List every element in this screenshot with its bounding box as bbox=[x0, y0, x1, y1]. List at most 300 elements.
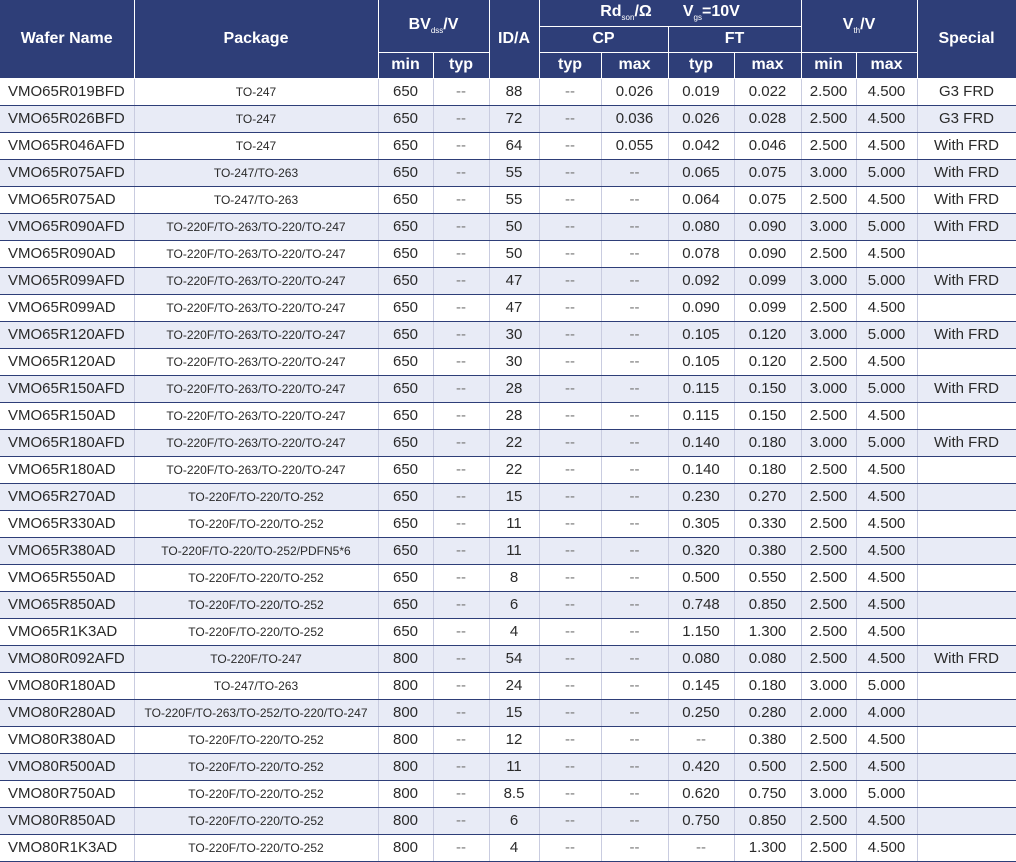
cell-package: TO-220F/TO-220/TO-252 bbox=[134, 807, 378, 834]
cell-cp-typ: -- bbox=[539, 834, 601, 861]
cell-wafer-name: VMO65R1K3AD bbox=[0, 618, 134, 645]
cell-special bbox=[917, 807, 1016, 834]
table-row bbox=[0, 78, 1016, 105]
cell-bvdss-typ: -- bbox=[433, 807, 489, 834]
cell-ft-max: 0.500 bbox=[734, 753, 801, 780]
cell-wafer-name: VMO65R270AD bbox=[0, 483, 134, 510]
cell-vth-max: 4.500 bbox=[856, 753, 917, 780]
cell-ft-typ: 0.019 bbox=[668, 78, 734, 105]
header-cp: CP bbox=[539, 26, 668, 52]
cell-id: 50 bbox=[489, 240, 539, 267]
cell-package: TO-220F/TO-220/TO-252 bbox=[134, 780, 378, 807]
table-body bbox=[0, 78, 1016, 861]
header-vth-min: min bbox=[801, 52, 856, 78]
cell-cp-typ: -- bbox=[539, 267, 601, 294]
header-rdson: $Rd_{son}/\Omega$ $V_{gs}=10V$ bbox=[539, 0, 801, 26]
cell-bvdss-min: 650 bbox=[378, 294, 433, 321]
cell-vth-max: 4.500 bbox=[856, 564, 917, 591]
header-package: Package bbox=[134, 0, 378, 78]
cell-ft-typ: 0.092 bbox=[668, 267, 734, 294]
cell-special: With FRD bbox=[917, 267, 1016, 294]
cell-bvdss-typ: -- bbox=[433, 564, 489, 591]
cell-bvdss-typ: -- bbox=[433, 537, 489, 564]
cell-vth-min: 2.500 bbox=[801, 726, 856, 753]
cell-vth-min: 3.000 bbox=[801, 213, 856, 240]
header-vth: $V_{th}/V$ bbox=[801, 0, 917, 52]
cell-id: 8.5 bbox=[489, 780, 539, 807]
cell-wafer-name: VMO80R092AFD bbox=[0, 645, 134, 672]
cell-cp-max: -- bbox=[601, 672, 668, 699]
cell-vth-max: 4.500 bbox=[856, 483, 917, 510]
cell-id: 6 bbox=[489, 807, 539, 834]
cell-ft-typ: 0.420 bbox=[668, 753, 734, 780]
cell-special bbox=[917, 483, 1016, 510]
cell-vth-min: 2.500 bbox=[801, 834, 856, 861]
cell-special bbox=[917, 348, 1016, 375]
cell-cp-typ: -- bbox=[539, 294, 601, 321]
table-row bbox=[0, 456, 1016, 483]
table-row bbox=[0, 402, 1016, 429]
cell-ft-typ: 0.105 bbox=[668, 321, 734, 348]
cell-bvdss-typ: -- bbox=[433, 294, 489, 321]
cell-bvdss-min: 650 bbox=[378, 105, 433, 132]
cell-id: 8 bbox=[489, 564, 539, 591]
cell-ft-max: 0.270 bbox=[734, 483, 801, 510]
cell-ft-max: 0.090 bbox=[734, 213, 801, 240]
table-row bbox=[0, 186, 1016, 213]
cell-id: 47 bbox=[489, 267, 539, 294]
cell-bvdss-min: 650 bbox=[378, 240, 433, 267]
cell-wafer-name: VMO65R090AFD bbox=[0, 213, 134, 240]
cell-wafer-name: VMO80R500AD bbox=[0, 753, 134, 780]
cell-id: 11 bbox=[489, 510, 539, 537]
cell-ft-typ: 0.140 bbox=[668, 456, 734, 483]
cell-vth-max: 4.500 bbox=[856, 402, 917, 429]
cell-cp-max: -- bbox=[601, 807, 668, 834]
cell-package: TO-220F/TO-263/TO-220/TO-247 bbox=[134, 294, 378, 321]
cell-vth-max: 5.000 bbox=[856, 267, 917, 294]
cell-ft-typ: 0.115 bbox=[668, 375, 734, 402]
cell-cp-max: -- bbox=[601, 294, 668, 321]
cell-cp-max: -- bbox=[601, 726, 668, 753]
cell-ft-max: 0.120 bbox=[734, 321, 801, 348]
table-row bbox=[0, 807, 1016, 834]
cell-wafer-name: VMO65R120AD bbox=[0, 348, 134, 375]
cell-ft-typ: 0.105 bbox=[668, 348, 734, 375]
table-row bbox=[0, 753, 1016, 780]
cell-cp-typ: -- bbox=[539, 348, 601, 375]
cell-bvdss-min: 650 bbox=[378, 78, 433, 105]
cell-cp-max: -- bbox=[601, 213, 668, 240]
cell-vth-min: 3.000 bbox=[801, 672, 856, 699]
table-row bbox=[0, 618, 1016, 645]
cell-vth-max: 4.500 bbox=[856, 186, 917, 213]
cell-cp-max: -- bbox=[601, 375, 668, 402]
cell-cp-max: -- bbox=[601, 645, 668, 672]
cell-id: 28 bbox=[489, 375, 539, 402]
cell-ft-max: 1.300 bbox=[734, 618, 801, 645]
cell-ft-typ: 0.748 bbox=[668, 591, 734, 618]
cell-id: 6 bbox=[489, 591, 539, 618]
cell-ft-max: 0.080 bbox=[734, 645, 801, 672]
cell-bvdss-typ: -- bbox=[433, 726, 489, 753]
cell-cp-typ: -- bbox=[539, 132, 601, 159]
cell-id: 4 bbox=[489, 834, 539, 861]
cell-id: 88 bbox=[489, 78, 539, 105]
cell-special: With FRD bbox=[917, 186, 1016, 213]
cell-package: TO-247/TO-263 bbox=[134, 159, 378, 186]
cell-ft-typ: 0.250 bbox=[668, 699, 734, 726]
cell-ft-typ: 0.026 bbox=[668, 105, 734, 132]
cell-bvdss-typ: -- bbox=[433, 699, 489, 726]
header-ft-typ: typ bbox=[668, 52, 734, 78]
table-header bbox=[0, 0, 1016, 78]
table-row bbox=[0, 645, 1016, 672]
cell-special: With FRD bbox=[917, 429, 1016, 456]
cell-ft-max: 0.075 bbox=[734, 186, 801, 213]
cell-cp-typ: -- bbox=[539, 240, 601, 267]
cell-cp-typ: -- bbox=[539, 699, 601, 726]
cell-bvdss-min: 800 bbox=[378, 645, 433, 672]
cell-bvdss-typ: -- bbox=[433, 672, 489, 699]
cell-vth-min: 2.500 bbox=[801, 78, 856, 105]
cell-wafer-name: VMO80R850AD bbox=[0, 807, 134, 834]
cell-wafer-name: VMO65R075AD bbox=[0, 186, 134, 213]
cell-vth-min: 2.500 bbox=[801, 456, 856, 483]
table-row bbox=[0, 537, 1016, 564]
cell-cp-max: -- bbox=[601, 618, 668, 645]
cell-cp-typ: -- bbox=[539, 429, 601, 456]
cell-vth-min: 2.500 bbox=[801, 105, 856, 132]
cell-package: TO-220F/TO-263/TO-220/TO-247 bbox=[134, 267, 378, 294]
cell-vth-max: 5.000 bbox=[856, 375, 917, 402]
table-row bbox=[0, 159, 1016, 186]
cell-cp-typ: -- bbox=[539, 618, 601, 645]
cell-special bbox=[917, 753, 1016, 780]
cell-ft-typ: 0.115 bbox=[668, 402, 734, 429]
cell-cp-typ: -- bbox=[539, 645, 601, 672]
cell-vth-max: 5.000 bbox=[856, 780, 917, 807]
cell-special: With FRD bbox=[917, 132, 1016, 159]
cell-wafer-name: VMO65R099AFD bbox=[0, 267, 134, 294]
cell-vth-min: 3.000 bbox=[801, 375, 856, 402]
cell-package: TO-220F/TO-247 bbox=[134, 645, 378, 672]
cell-cp-max: -- bbox=[601, 348, 668, 375]
cell-vth-max: 5.000 bbox=[856, 213, 917, 240]
cell-bvdss-typ: -- bbox=[433, 186, 489, 213]
cell-bvdss-min: 650 bbox=[378, 375, 433, 402]
cell-id: 24 bbox=[489, 672, 539, 699]
cell-cp-typ: -- bbox=[539, 375, 601, 402]
cell-bvdss-typ: -- bbox=[433, 348, 489, 375]
cell-cp-max: -- bbox=[601, 753, 668, 780]
cell-vth-max: 4.500 bbox=[856, 348, 917, 375]
cell-vth-min: 3.000 bbox=[801, 429, 856, 456]
table-row bbox=[0, 834, 1016, 861]
table-row bbox=[0, 105, 1016, 132]
cell-wafer-name: VMO65R019BFD bbox=[0, 78, 134, 105]
header-wafer-name: Wafer Name bbox=[0, 0, 134, 78]
header-bvdss: $BV_{dss}/V$ bbox=[378, 0, 489, 52]
cell-ft-max: 0.750 bbox=[734, 780, 801, 807]
cell-ft-typ: 0.145 bbox=[668, 672, 734, 699]
header-cp-typ: typ bbox=[539, 52, 601, 78]
cell-ft-max: 0.330 bbox=[734, 510, 801, 537]
cell-cp-typ: -- bbox=[539, 753, 601, 780]
cell-package: TO-220F/TO-220/TO-252/PDFN5*6 bbox=[134, 537, 378, 564]
cell-special bbox=[917, 672, 1016, 699]
cell-vth-max: 4.500 bbox=[856, 726, 917, 753]
cell-wafer-name: VMO65R330AD bbox=[0, 510, 134, 537]
table-row bbox=[0, 213, 1016, 240]
cell-special bbox=[917, 780, 1016, 807]
cell-package: TO-220F/TO-220/TO-252 bbox=[134, 834, 378, 861]
cell-special bbox=[917, 699, 1016, 726]
table-row bbox=[0, 672, 1016, 699]
header-vth-max: max bbox=[856, 52, 917, 78]
cell-special bbox=[917, 294, 1016, 321]
cell-ft-typ: 0.750 bbox=[668, 807, 734, 834]
cell-bvdss-typ: -- bbox=[433, 780, 489, 807]
header-bvdss-typ: typ bbox=[433, 52, 489, 78]
cell-bvdss-typ: -- bbox=[433, 834, 489, 861]
cell-cp-max: -- bbox=[601, 321, 668, 348]
cell-vth-max: 5.000 bbox=[856, 321, 917, 348]
cell-bvdss-min: 800 bbox=[378, 807, 433, 834]
cell-vth-min: 2.500 bbox=[801, 294, 856, 321]
cell-wafer-name: VMO65R090AD bbox=[0, 240, 134, 267]
cell-ft-typ: 0.078 bbox=[668, 240, 734, 267]
cell-wafer-name: VMO65R075AFD bbox=[0, 159, 134, 186]
cell-id: 15 bbox=[489, 483, 539, 510]
cell-package: TO-220F/TO-220/TO-252 bbox=[134, 618, 378, 645]
cell-cp-typ: -- bbox=[539, 564, 601, 591]
cell-bvdss-typ: -- bbox=[433, 456, 489, 483]
table-row bbox=[0, 348, 1016, 375]
cell-bvdss-min: 800 bbox=[378, 699, 433, 726]
cell-wafer-name: VMO80R380AD bbox=[0, 726, 134, 753]
cell-package: TO-247/TO-263 bbox=[134, 186, 378, 213]
cell-id: 11 bbox=[489, 537, 539, 564]
cell-cp-typ: -- bbox=[539, 591, 601, 618]
cell-vth-max: 4.500 bbox=[856, 456, 917, 483]
cell-bvdss-min: 650 bbox=[378, 267, 433, 294]
cell-special bbox=[917, 240, 1016, 267]
cell-ft-typ: 1.150 bbox=[668, 618, 734, 645]
cell-bvdss-typ: -- bbox=[433, 591, 489, 618]
cell-cp-typ: -- bbox=[539, 78, 601, 105]
cell-vth-max: 5.000 bbox=[856, 672, 917, 699]
cell-wafer-name: VMO65R850AD bbox=[0, 591, 134, 618]
cell-vth-max: 4.500 bbox=[856, 645, 917, 672]
cell-vth-min: 2.500 bbox=[801, 645, 856, 672]
cell-cp-max: 0.036 bbox=[601, 105, 668, 132]
cell-bvdss-min: 800 bbox=[378, 726, 433, 753]
cell-special: With FRD bbox=[917, 375, 1016, 402]
cell-wafer-name: VMO80R180AD bbox=[0, 672, 134, 699]
cell-package: TO-220F/TO-220/TO-252 bbox=[134, 753, 378, 780]
cell-vth-min: 2.500 bbox=[801, 186, 856, 213]
cell-wafer-name: VMO65R550AD bbox=[0, 564, 134, 591]
cell-ft-max: 0.180 bbox=[734, 429, 801, 456]
cell-cp-max: -- bbox=[601, 240, 668, 267]
table-row bbox=[0, 483, 1016, 510]
cell-vth-min: 2.500 bbox=[801, 510, 856, 537]
cell-ft-typ: -- bbox=[668, 726, 734, 753]
header-ft-max: max bbox=[734, 52, 801, 78]
cell-cp-max: -- bbox=[601, 780, 668, 807]
cell-cp-max: -- bbox=[601, 591, 668, 618]
cell-ft-max: 0.380 bbox=[734, 537, 801, 564]
cell-id: 22 bbox=[489, 429, 539, 456]
table-row bbox=[0, 375, 1016, 402]
table-row bbox=[0, 564, 1016, 591]
cell-ft-max: 0.099 bbox=[734, 267, 801, 294]
cell-ft-typ: 0.305 bbox=[668, 510, 734, 537]
cell-bvdss-min: 800 bbox=[378, 780, 433, 807]
cell-id: 55 bbox=[489, 186, 539, 213]
cell-vth-min: 2.500 bbox=[801, 591, 856, 618]
cell-ft-max: 0.850 bbox=[734, 807, 801, 834]
table-row bbox=[0, 726, 1016, 753]
cell-bvdss-typ: -- bbox=[433, 402, 489, 429]
cell-ft-typ: 0.064 bbox=[668, 186, 734, 213]
cell-id: 28 bbox=[489, 402, 539, 429]
cell-id: 55 bbox=[489, 159, 539, 186]
cell-vth-max: 5.000 bbox=[856, 429, 917, 456]
cell-cp-max: -- bbox=[601, 267, 668, 294]
cell-special bbox=[917, 510, 1016, 537]
cell-package: TO-220F/TO-263/TO-220/TO-247 bbox=[134, 321, 378, 348]
cell-vth-max: 4.500 bbox=[856, 834, 917, 861]
cell-cp-max: -- bbox=[601, 510, 668, 537]
cell-bvdss-min: 650 bbox=[378, 429, 433, 456]
cell-bvdss-min: 650 bbox=[378, 483, 433, 510]
cell-ft-max: 0.099 bbox=[734, 294, 801, 321]
cell-cp-max: -- bbox=[601, 564, 668, 591]
cell-bvdss-typ: -- bbox=[433, 159, 489, 186]
cell-bvdss-min: 800 bbox=[378, 834, 433, 861]
cell-ft-max: 0.550 bbox=[734, 564, 801, 591]
cell-ft-max: 0.180 bbox=[734, 672, 801, 699]
cell-special bbox=[917, 618, 1016, 645]
cell-cp-typ: -- bbox=[539, 672, 601, 699]
cell-wafer-name: VMO65R120AFD bbox=[0, 321, 134, 348]
cell-ft-typ: 0.080 bbox=[668, 645, 734, 672]
cell-wafer-name: VMO65R046AFD bbox=[0, 132, 134, 159]
cell-bvdss-typ: -- bbox=[433, 510, 489, 537]
cell-vth-max: 4.500 bbox=[856, 591, 917, 618]
cell-vth-min: 2.500 bbox=[801, 753, 856, 780]
cell-bvdss-typ: -- bbox=[433, 483, 489, 510]
cell-vth-min: 2.500 bbox=[801, 240, 856, 267]
cell-special bbox=[917, 456, 1016, 483]
cell-special: With FRD bbox=[917, 159, 1016, 186]
cell-id: 4 bbox=[489, 618, 539, 645]
cell-ft-typ: 0.320 bbox=[668, 537, 734, 564]
cell-ft-typ: -- bbox=[668, 834, 734, 861]
cell-special: With FRD bbox=[917, 321, 1016, 348]
table-row bbox=[0, 132, 1016, 159]
cell-package: TO-220F/TO-263/TO-252/TO-220/TO-247 bbox=[134, 699, 378, 726]
cell-bvdss-typ: -- bbox=[433, 78, 489, 105]
cell-cp-max: -- bbox=[601, 834, 668, 861]
cell-wafer-name: VMO65R380AD bbox=[0, 537, 134, 564]
header-special: Special bbox=[917, 0, 1016, 78]
cell-vth-max: 4.500 bbox=[856, 807, 917, 834]
cell-wafer-name: VMO80R750AD bbox=[0, 780, 134, 807]
cell-package: TO-220F/TO-263/TO-220/TO-247 bbox=[134, 429, 378, 456]
cell-vth-min: 2.500 bbox=[801, 807, 856, 834]
cell-package: TO-247 bbox=[134, 78, 378, 105]
table-row bbox=[0, 240, 1016, 267]
cell-cp-typ: -- bbox=[539, 213, 601, 240]
cell-wafer-name: VMO65R099AD bbox=[0, 294, 134, 321]
cell-bvdss-min: 650 bbox=[378, 564, 433, 591]
cell-ft-typ: 0.230 bbox=[668, 483, 734, 510]
cell-package: TO-220F/TO-263/TO-220/TO-247 bbox=[134, 402, 378, 429]
cell-ft-max: 1.300 bbox=[734, 834, 801, 861]
header-ft: FT bbox=[668, 26, 801, 52]
cell-package: TO-220F/TO-220/TO-252 bbox=[134, 510, 378, 537]
cell-ft-max: 0.180 bbox=[734, 456, 801, 483]
cell-vth-min: 2.500 bbox=[801, 537, 856, 564]
cell-bvdss-typ: -- bbox=[433, 240, 489, 267]
cell-id: 72 bbox=[489, 105, 539, 132]
cell-bvdss-min: 650 bbox=[378, 537, 433, 564]
cell-bvdss-min: 650 bbox=[378, 132, 433, 159]
cell-id: 54 bbox=[489, 645, 539, 672]
cell-wafer-name: VMO65R150AFD bbox=[0, 375, 134, 402]
cell-cp-max: -- bbox=[601, 483, 668, 510]
cell-id: 15 bbox=[489, 699, 539, 726]
cell-bvdss-min: 650 bbox=[378, 402, 433, 429]
cell-ft-max: 0.046 bbox=[734, 132, 801, 159]
cell-vth-min: 2.500 bbox=[801, 483, 856, 510]
cell-cp-typ: -- bbox=[539, 105, 601, 132]
cell-id: 30 bbox=[489, 348, 539, 375]
cell-cp-typ: -- bbox=[539, 321, 601, 348]
cell-bvdss-min: 650 bbox=[378, 456, 433, 483]
cell-bvdss-min: 650 bbox=[378, 213, 433, 240]
cell-id: 64 bbox=[489, 132, 539, 159]
cell-ft-max: 0.075 bbox=[734, 159, 801, 186]
cell-ft-max: 0.120 bbox=[734, 348, 801, 375]
cell-bvdss-min: 800 bbox=[378, 753, 433, 780]
cell-bvdss-typ: -- bbox=[433, 213, 489, 240]
cell-vth-max: 4.500 bbox=[856, 294, 917, 321]
cell-package: TO-220F/TO-220/TO-252 bbox=[134, 564, 378, 591]
cell-special: With FRD bbox=[917, 213, 1016, 240]
cell-vth-min: 2.500 bbox=[801, 402, 856, 429]
cell-bvdss-min: 650 bbox=[378, 510, 433, 537]
cell-bvdss-typ: -- bbox=[433, 753, 489, 780]
cell-cp-typ: -- bbox=[539, 159, 601, 186]
cell-bvdss-typ: -- bbox=[433, 375, 489, 402]
cell-package: TO-247 bbox=[134, 105, 378, 132]
cell-cp-typ: -- bbox=[539, 537, 601, 564]
cell-cp-typ: -- bbox=[539, 780, 601, 807]
cell-wafer-name: VMO65R180AFD bbox=[0, 429, 134, 456]
header-bvdss-min: min bbox=[378, 52, 433, 78]
cell-wafer-name: VMO80R1K3AD bbox=[0, 834, 134, 861]
cell-special bbox=[917, 834, 1016, 861]
cell-vth-max: 4.500 bbox=[856, 618, 917, 645]
cell-special bbox=[917, 402, 1016, 429]
cell-cp-max: -- bbox=[601, 159, 668, 186]
cell-cp-max: -- bbox=[601, 429, 668, 456]
cell-vth-max: 4.500 bbox=[856, 78, 917, 105]
